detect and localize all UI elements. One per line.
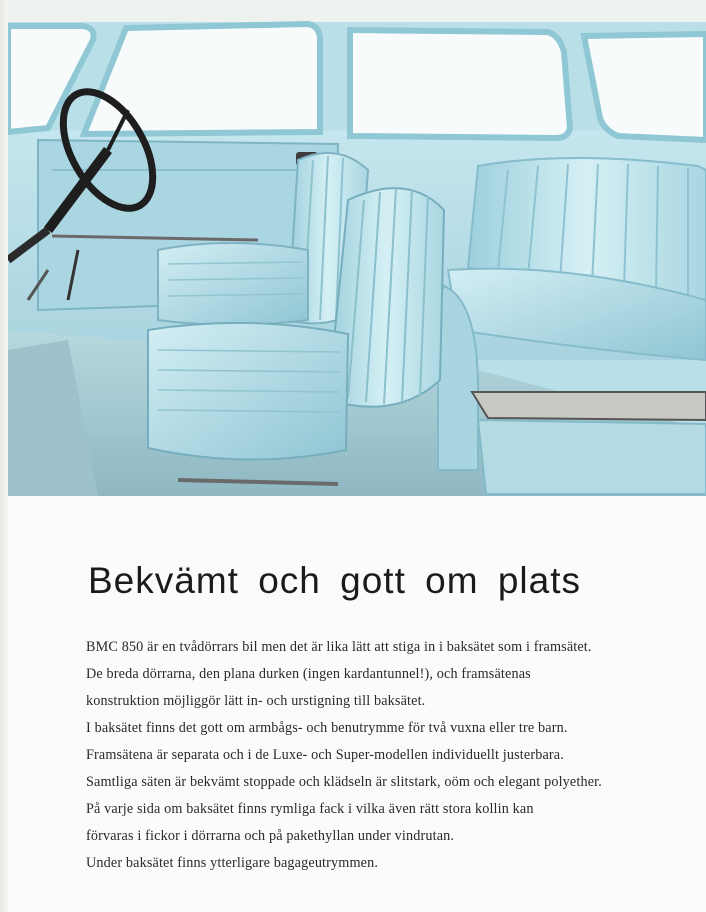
paragraph-line: Samtliga säten är bekvämt stoppade och klädseln är slitstark, oöm och elegant polyether. <box>86 774 602 790</box>
page-headline: Bekvämt och gott om plats <box>88 560 581 601</box>
paragraph-line: På varje sida om baksätet finns rymliga fack i vilka även rätt stora kollin kan <box>86 801 534 817</box>
paragraph-line: förvaras i fickor i dörrarna och på pakethyllan under vindrutan. <box>86 828 455 844</box>
paragraph-line: BMC 850 är en tvådörrars bil men det är lika lätt att stiga in i baksätet som i framsätet. <box>86 639 592 655</box>
paragraph-line: konstruktion möjliggör lätt in- och urstigning till baksätet. <box>86 693 426 709</box>
paragraph-line: Under baksätet finns ytterligare bagageutrymmen. <box>86 855 379 871</box>
page-edge <box>0 0 8 912</box>
body-paragraph <box>86 634 686 877</box>
paragraph-line: Framsätena är separata och i de Luxe- och Super-modellen individuellt justerbara. <box>86 747 564 763</box>
paragraph-line: De breda dörrarna, den plana durken (ingen kardantunnel!), och framsätenas <box>86 666 531 682</box>
paragraph-line: I baksätet finns det gott om armbågs- och benutrymme för två vuxna eller tre barn. <box>86 720 568 736</box>
car-interior-illustration <box>8 0 706 496</box>
